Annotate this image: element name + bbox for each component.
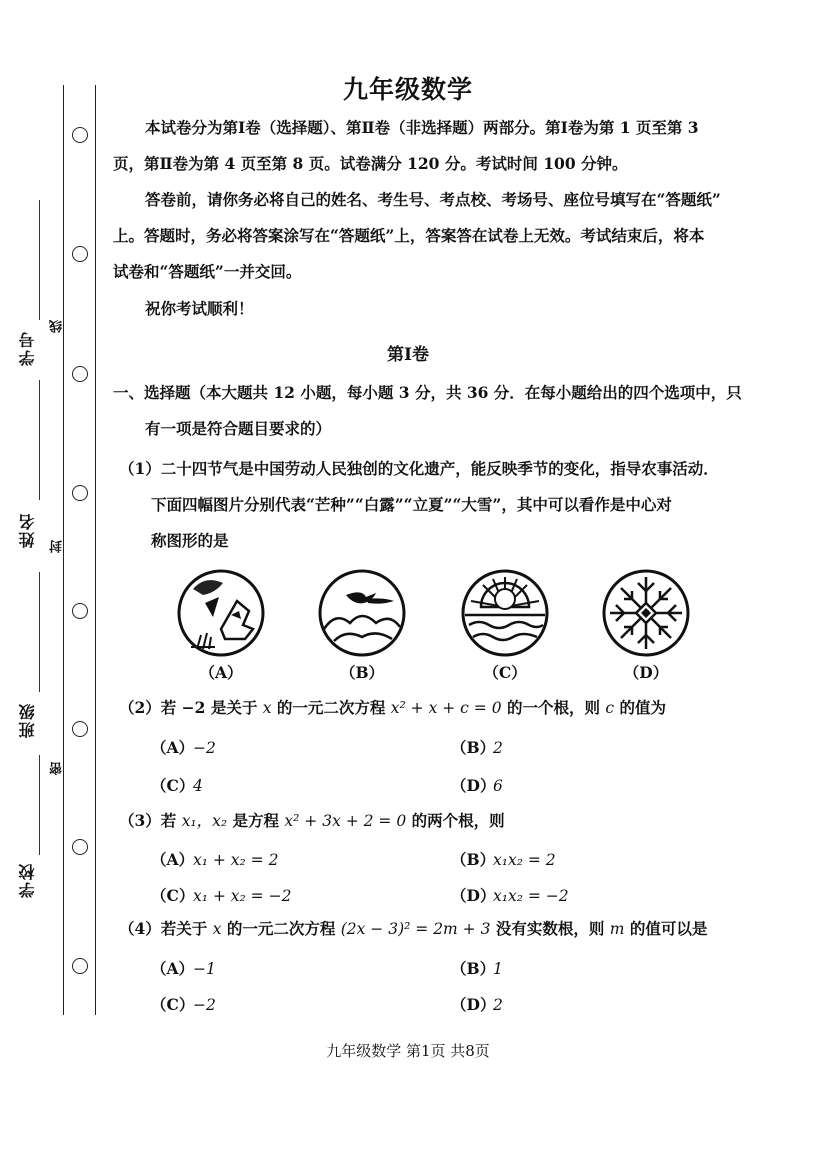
option-tag: （C） xyxy=(151,776,195,795)
q3-stem-var: x₁，x₂ xyxy=(181,812,228,830)
q2-stem-var: x xyxy=(262,699,272,717)
xuexiao-fill-line[interactable] xyxy=(39,755,40,855)
q3-stem-text: （3）若 xyxy=(119,811,182,830)
part-heading: 有一项是符合题目要求的） xyxy=(145,419,332,438)
q2-stem-text: 的值为 xyxy=(614,698,666,717)
q4-option-c[interactable] xyxy=(151,993,216,1015)
q2-stem-text: （2）若 −2 是关于 xyxy=(119,698,263,717)
binding-hole xyxy=(72,603,88,619)
q4-stem xyxy=(119,918,707,940)
option-value: x₁ + x₂ = −2 xyxy=(193,887,292,905)
banji-label: 班级 xyxy=(18,702,37,738)
binding-hole xyxy=(72,366,88,382)
q4-stem-var: x xyxy=(212,920,222,938)
option-tag: （C） xyxy=(151,886,195,905)
figure-a-mangzhong xyxy=(175,567,267,659)
option-tag: （B） xyxy=(451,738,496,757)
q2-option-a[interactable] xyxy=(151,736,216,758)
option-tag: （A） xyxy=(151,738,195,757)
q4-stem-text: 没有实数根，则 xyxy=(490,919,610,938)
q2-stem-text: 的一个根，则 xyxy=(501,698,606,717)
figure-label: （C） xyxy=(483,663,527,682)
q2-stem-var: c xyxy=(605,699,615,717)
intro-line: 本试卷分为第Ⅰ卷（选择题）、第Ⅱ卷（非选择题）两部分。第Ⅰ卷为第 1 页至第 3 xyxy=(145,118,699,137)
binding-hole xyxy=(72,839,88,855)
option-tag: （D） xyxy=(451,776,496,795)
intro-line: 页，第Ⅱ卷为第 4 页至第 8 页。试卷满分 120 分。考试时间 100 分钟。 xyxy=(113,154,628,173)
figure-d-daxue xyxy=(600,567,692,659)
q2-option-c[interactable] xyxy=(151,774,203,796)
figure-label: （B） xyxy=(339,663,385,682)
option-value: x₁ + x₂ = 2 xyxy=(193,851,279,869)
xuehao-fill-line[interactable] xyxy=(39,200,40,320)
option-value: −2 xyxy=(193,996,216,1014)
q1-stem: （1）二十四节气是中国劳动人民独创的文化遗产，能反映季节的变化，指导农事活动． xyxy=(119,459,719,478)
q2-option-b[interactable] xyxy=(451,736,503,758)
q3-stem xyxy=(119,810,505,832)
figure-c-lixia xyxy=(459,567,551,659)
q1-stem: 下面四幅图片分别代表“芒种”“白露”“立夏”“大雪”，其中可以看作是中心对 xyxy=(151,495,672,514)
option-value: 6 xyxy=(493,777,503,795)
q3-option-b[interactable] xyxy=(451,848,556,870)
intro-line: 祝你考试顺利！ xyxy=(145,299,254,318)
seal-xian: 线 xyxy=(50,320,65,333)
q2-option-d[interactable] xyxy=(451,774,503,796)
figure-label: （D） xyxy=(623,663,669,682)
option-value: −2 xyxy=(193,739,216,757)
seal-mi: 密 xyxy=(50,762,65,775)
option-tag: （A） xyxy=(151,959,195,978)
q4-option-b[interactable] xyxy=(451,957,503,979)
option-value: 2 xyxy=(493,996,503,1014)
option-value: 1 xyxy=(493,960,503,978)
q1-stem: 称图形的是 xyxy=(151,531,229,550)
intro-line: 答卷前，请你务必将自己的姓名、考生号、考点校、考场号、座位号填写在“答题纸” xyxy=(145,190,721,209)
section-title: 第Ⅰ卷 xyxy=(387,345,429,365)
part-heading: 一、选择题（本大题共 12 小题，每小题 3 分，共 36 分．在每小题给出的四个选项中，只 xyxy=(113,383,742,402)
option-tag: （C） xyxy=(151,995,195,1014)
intro-line: 上。答题时，务必将答案涂写在“答题纸”上，答案答在试卷上无效。考试结束后，将本 xyxy=(113,226,705,245)
xuexiao-label: 学校 xyxy=(18,862,37,898)
seal-feng: 封 xyxy=(50,540,65,553)
q4-stem-var: m xyxy=(609,920,625,938)
intro-line: 试卷和“答题纸”一并交回。 xyxy=(113,262,302,281)
option-value: 2 xyxy=(493,739,503,757)
xingming-fill-line[interactable] xyxy=(39,380,40,500)
figure-label: （A） xyxy=(199,663,243,682)
q3-equation: x² + 3x + 2 = 0 xyxy=(284,812,407,830)
q3-stem-text: 是方程 xyxy=(227,811,285,830)
q2-stem-text: 的一元二次方程 xyxy=(271,698,391,717)
binding-hole xyxy=(72,958,88,974)
option-tag: （B） xyxy=(451,850,496,869)
q4-equation: (2x − 3)² = 2m + 3 xyxy=(340,920,491,938)
binding-hole xyxy=(72,721,88,737)
binding-line-right xyxy=(95,85,96,1015)
page-title: 九年级数学 xyxy=(342,75,473,104)
q4-option-d[interactable] xyxy=(451,993,503,1015)
option-tag: （D） xyxy=(451,995,496,1014)
q3-option-a[interactable] xyxy=(151,848,278,870)
q3-stem-text: 的两个根，则 xyxy=(406,811,505,830)
option-value: −1 xyxy=(193,960,216,978)
q4-stem-text: 的一元二次方程 xyxy=(221,919,341,938)
q4-option-a[interactable] xyxy=(151,957,216,979)
xuehao-label: 学号 xyxy=(18,330,37,366)
option-value: x₁x₂ = −2 xyxy=(493,887,569,905)
option-tag: （B） xyxy=(451,959,496,978)
q2-equation: x² + x + c = 0 xyxy=(390,699,502,717)
binding-hole xyxy=(72,485,88,501)
q3-option-c[interactable] xyxy=(151,884,291,906)
q2-stem xyxy=(119,697,666,719)
q3-option-d[interactable] xyxy=(451,884,569,906)
option-value: 4 xyxy=(193,777,203,795)
page-footer: 九年级数学 第1页 共8页 xyxy=(326,1042,490,1060)
q4-stem-text: （4）若关于 xyxy=(119,919,213,938)
figure-b-bailu xyxy=(316,567,408,659)
banji-fill-line[interactable] xyxy=(39,572,40,692)
q4-stem-text: 的值可以是 xyxy=(624,919,708,938)
option-tag: （D） xyxy=(451,886,496,905)
option-value: x₁x₂ = 2 xyxy=(493,851,556,869)
binding-hole xyxy=(72,127,88,143)
option-tag: （A） xyxy=(151,850,195,869)
xingming-label: 姓名 xyxy=(18,512,37,548)
binding-hole xyxy=(72,246,88,262)
